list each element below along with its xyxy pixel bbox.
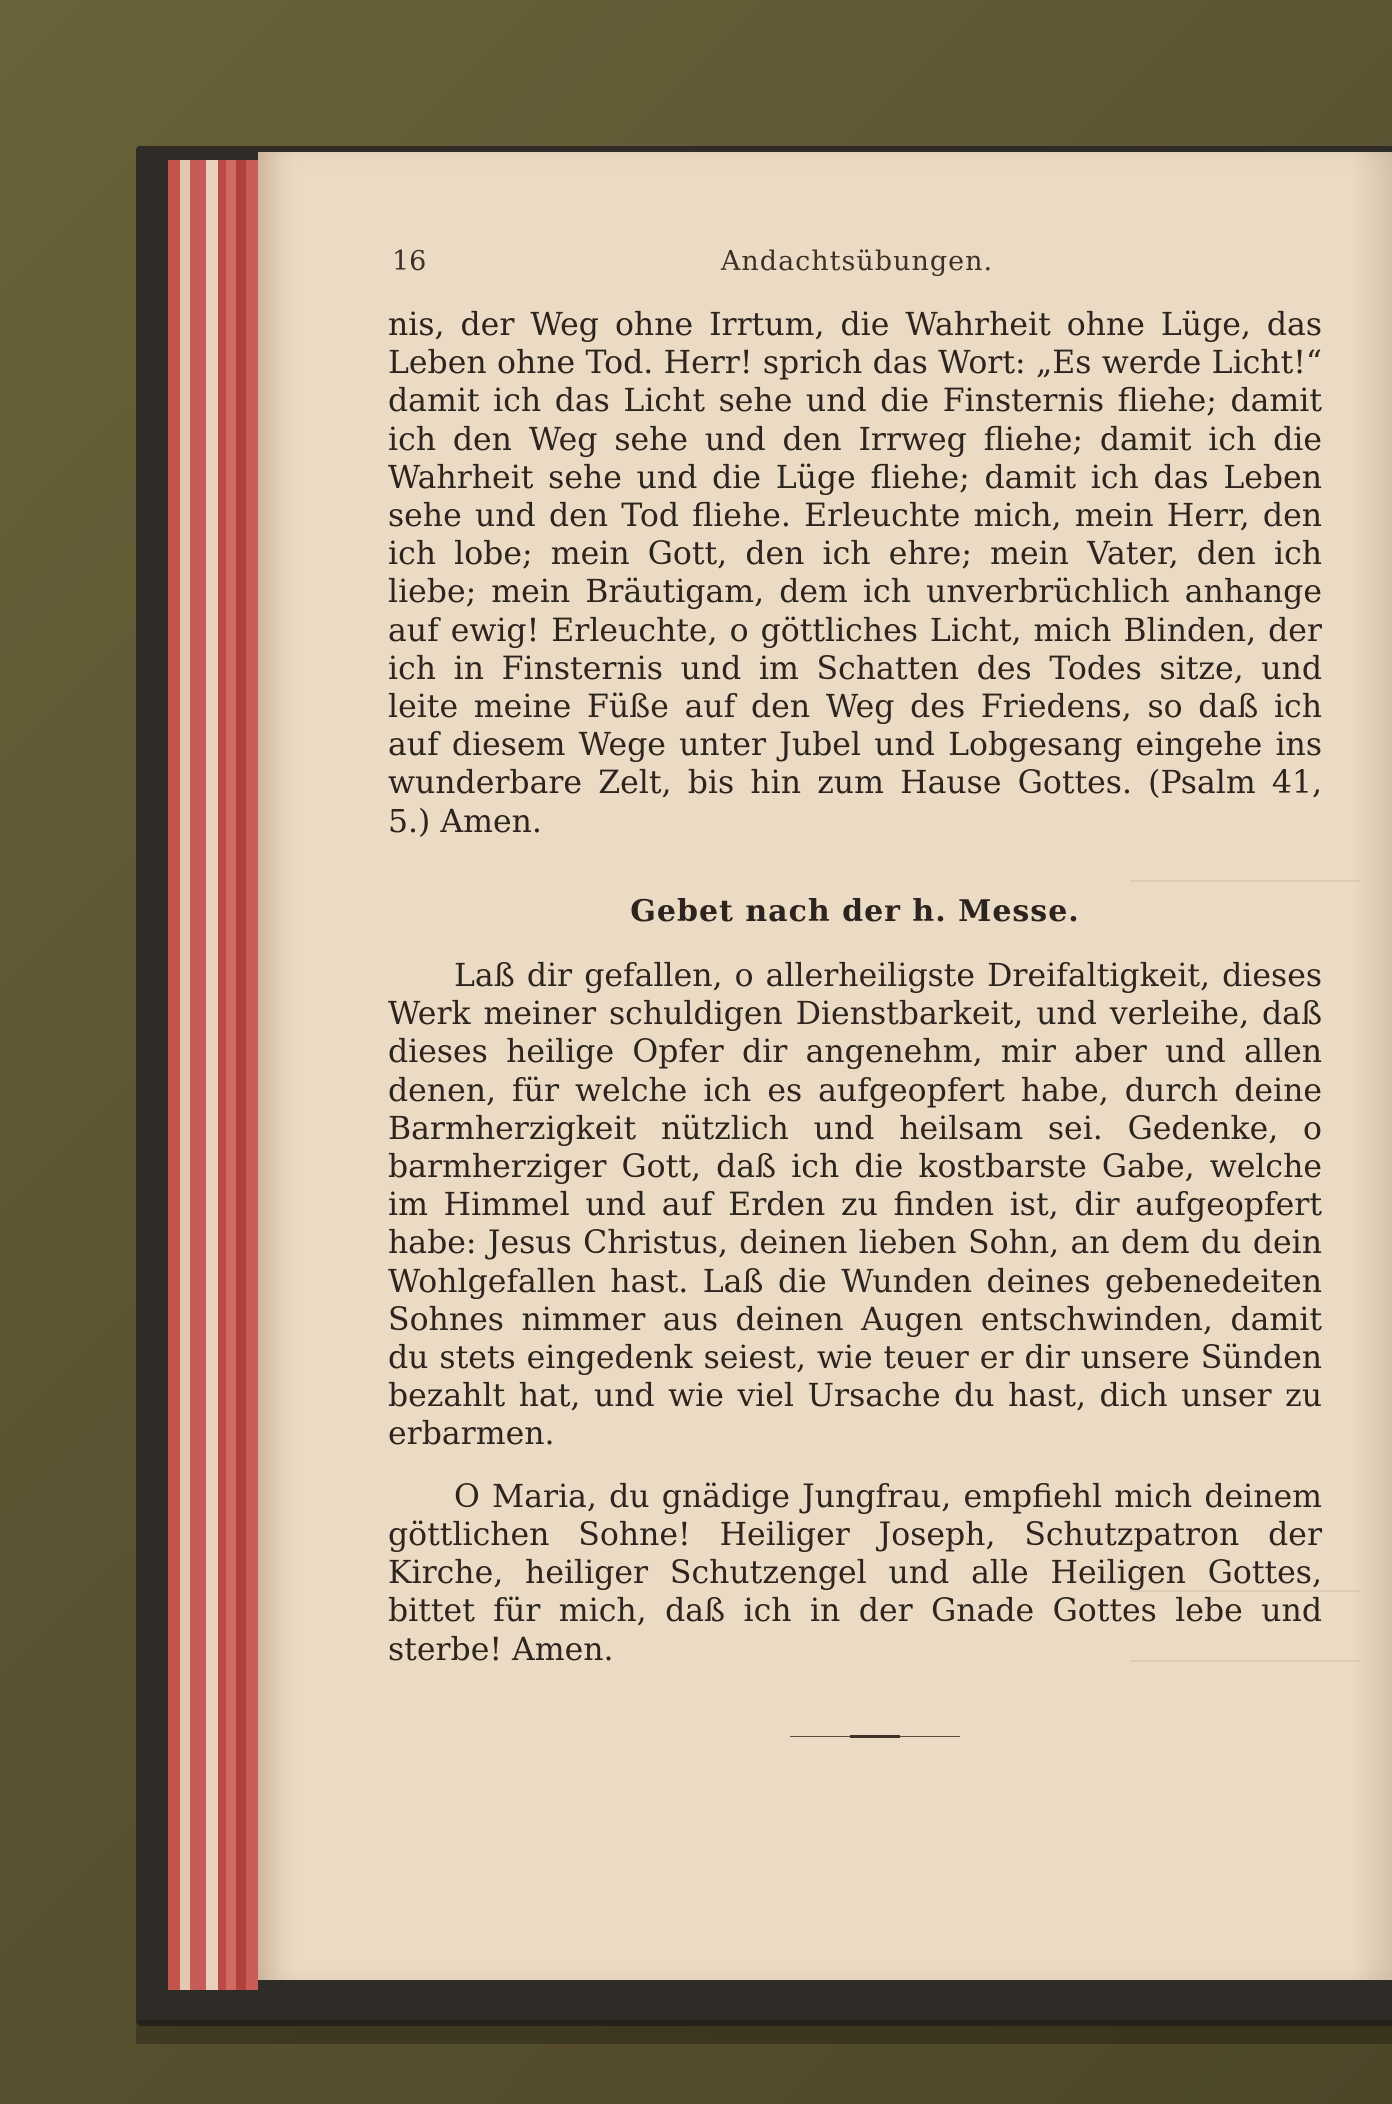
section-end-rule <box>790 1735 960 1739</box>
page-edge-red <box>218 160 226 1990</box>
page-edge-red <box>226 160 236 1990</box>
running-head: Andachtsübungen. <box>720 246 994 277</box>
page-edge-cream <box>180 160 190 1990</box>
cover-shadow <box>136 2020 1392 2044</box>
page-body <box>388 306 1322 1669</box>
page-number: 16 <box>392 246 427 277</box>
page-edge-red <box>236 160 246 1990</box>
page-header <box>392 246 1322 290</box>
paragraph-continued: nis, der Weg ohne Irrtum, die Wahrheit ohne Lüge, das Leben ohne Tod. Herr! sprich das Wort: „Es werde Licht!“ damit ich das Licht sehe und die Finsternis fliehe; damit ich den Weg sehe und den Irrweg fliehe; damit ich die Wahrheit sehe und die Lüge fliehe; damit ich das Leben sehe und den Tod fliehe. Erleuchte mich, mein Herr, den ich lobe; mein Gott, den ich ehre; mein Vater, den ich liebe; mein Bräutigam, dem ich unverbrüchlich anhange auf ewig! Erleuchte, o göttliches Licht, mich Blinden, der ich in Finsternis und im Schatten des Todes sitze, und leite meine Füße auf den Weg des Friedens, so daß ich auf diesem Wege unter Jubel und Lobgesang eingehe ins wunderbare Zelt, bis hin zum Hause Gottes. (Psalm 41, 5.) Amen. <box>388 307 1322 840</box>
page-edge-red <box>168 160 180 1990</box>
rule-center-mark <box>850 1735 900 1738</box>
prayer-paragraph: O Maria, du gnädige Jungfrau, empfiehl mich deinem göttlichen Sohne! Heiliger Joseph, Schutzpatron der Kirche, heiliger Schutzengel und alle Heiligen Gottes, bittet für mich, daß ich in der Gnade Gottes lebe und sterbe! Amen. <box>388 1478 1322 1668</box>
prayer-paragraph: Laß dir gefallen, o allerheiligste Dreifaltigkeit, dieses Werk meiner schuldigen Dienstbarkeit, und verleihe, daß dieses heilige Opfer dir angenehm, mir aber und allen denen, für welche ich es aufgeopfert habe, durch deine Barmherzigkeit nützlich und heilsam sei. Gedenke, o barmherziger Gott, daß ich die kostbarste Gabe, welche im Himmel und auf Erden zu finden ist, dir aufgeopfert habe: Jesus Christus, deinen lieben Sohn, an dem du dein Wohlgefallen hast. Laß die Wunden deines gebenedeiten Sohnes nimmer aus deinen Augen entschwinden, damit du stets eingedenk seiest, wie teuer er dir unsere Sünden bezahlt hat, und wie viel Ursache du hast, dich unser zu erbarmen. <box>388 958 1322 1453</box>
section-heading: Gebet nach der h. Messe. <box>630 893 1080 929</box>
page-edge-cream <box>206 160 218 1990</box>
page-edge-red <box>246 160 258 1990</box>
page-edge-red <box>190 160 206 1990</box>
